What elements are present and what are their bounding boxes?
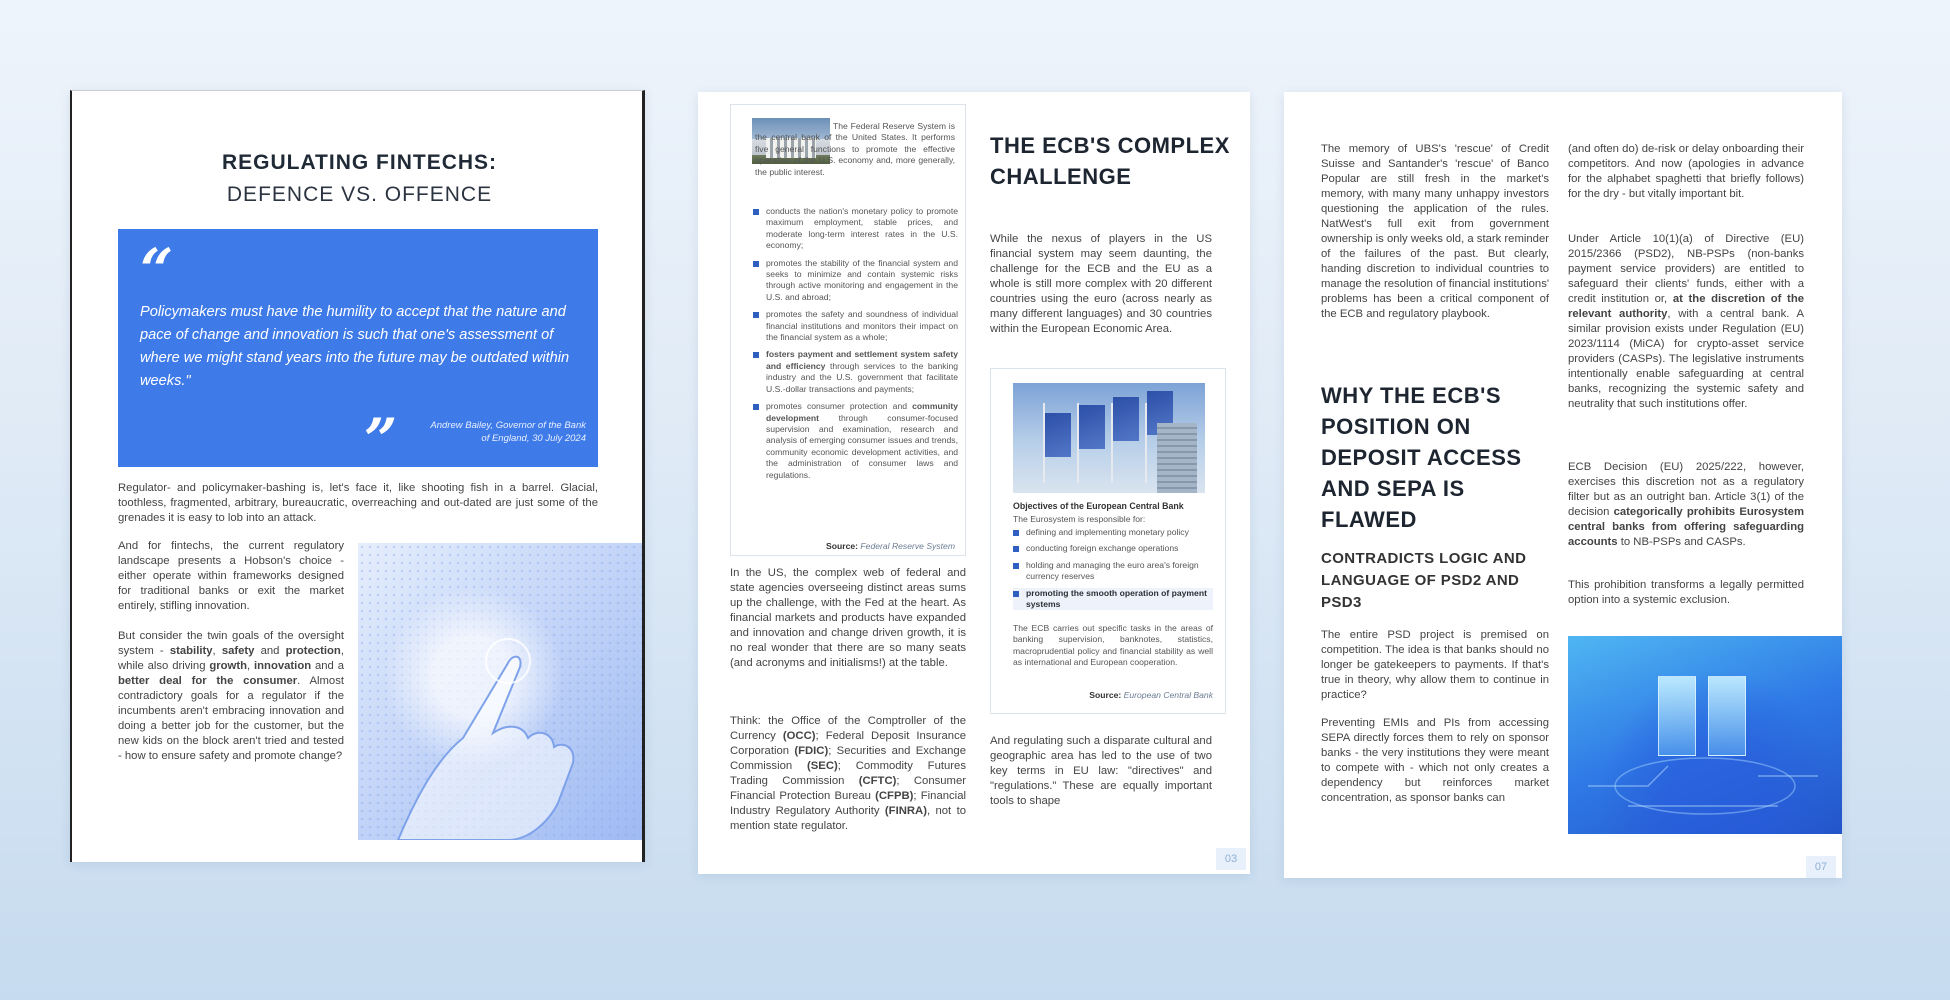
bold-text: community development	[766, 401, 958, 423]
list-item	[753, 401, 958, 481]
list-item-highlighted: promoting the smooth operation of payment systems	[1013, 588, 1213, 611]
text-run: , not to mention state regulator.	[730, 805, 966, 832]
text-run: and	[254, 645, 286, 657]
bold-text: (CFPB)	[875, 790, 914, 802]
sidebar-intro: The Federal Reserve System is the central bank of the United States. It performs five general functions to promote the effective operation of the U.S. economy and, more generally, the public interest.	[755, 121, 955, 177]
body-paragraph	[118, 629, 344, 764]
bold-text: (FINRA)	[884, 805, 927, 817]
text-run: ; Consumer Financial Protection Bureau	[730, 775, 966, 802]
text-run: Think: the Office of the Comptroller of the Currency	[730, 715, 966, 742]
ecb-box-note: The ECB carries out specific tasks in the areas of banking supervision, banknotes, statistics, macroprudential policy and financial stability as well as international and European cooperation.	[1013, 623, 1213, 668]
bold-text: better deal for the consumer	[118, 675, 298, 687]
close-quote-icon: ”	[364, 406, 398, 474]
page-number: 07	[1806, 856, 1836, 878]
page-subtitle: DEFENCE VS. OFFENCE	[226, 183, 493, 206]
ecb-objectives-box	[990, 368, 1226, 714]
text-run: through services to the banking industry and the U.S. government that facilitate U.S.-dollar transactions and payments;	[766, 360, 959, 394]
source-name: European Central Bank	[1123, 690, 1213, 700]
body-paragraph: In the US, the complex web of federal and state agencies overseeing distinct areas sums up the challenge, with the Fed at the heart. As financial markets and products have expanded and innovation and change driven growth, it is no real wonder that there are so many seats (and acronyms and initialisms!) at the table.	[730, 567, 966, 669]
bold-text: (OCC)	[782, 730, 816, 742]
bold-text: protection	[285, 645, 341, 657]
intro-paragraph: Regulator- and policymaker-bashing is, let's face it, like shooting fish in a barrel. Glacial, toothless, fragmented, arbitrary, bureaucratic, overreaching and out-dated are just some of the grenades it is easy to lob into an attack.	[118, 482, 598, 524]
text-run: promotes the stability of the financial system and seeks to minimize and contain systemic risks through active monitoring and engagement in the U.S. and abroad;	[766, 257, 958, 302]
hand-illustration-icon	[358, 543, 645, 840]
text-run: ; Securities and Exchange Commission	[730, 745, 966, 772]
page-deposit-access	[1284, 92, 1842, 878]
body-paragraph: And for fintechs, the current regulatory landscape presents a Hobson's choice - either operate within frameworks designed for traditional banks or exit the market entirely, stifling innovation.	[118, 540, 344, 612]
page-regulating-fintechs	[70, 90, 645, 862]
page-ecb-challenge	[698, 92, 1250, 874]
ecb-box-source	[1013, 690, 1213, 700]
text-run: and a	[311, 660, 344, 672]
ecb-objectives-list	[1013, 527, 1213, 615]
pull-quote-text: Policymakers must have the humility to accept that the nature and pace of change and innovation is such that one's assessment of where we might stand years into the future may be outdated within weeks."	[140, 304, 570, 389]
hand-touch-illustration	[358, 543, 645, 840]
fed-functions-list	[753, 206, 958, 487]
text-run: ,	[212, 645, 222, 657]
section-subheading: CONTRADICTS LOGIC AND LANGUAGE OF PSD2 AND PSD3	[1321, 550, 1527, 611]
body-paragraph	[1568, 232, 1804, 412]
text-run: . Almost contradictory goals for a regulator if the incumbents aren't embracing innovation and doing a better job for the customer, but the new kids on the block aren't tried and tested - how to ensure safety and promote change?	[118, 675, 344, 762]
body-paragraph: Preventing EMIs and PIs from accessing SEPA directly forces them to rely on sponsor banks - the very institutions they were meant to compete with - which not only creates a dependency but reinforces market concentration, as sponsor banks can	[1321, 717, 1549, 804]
list-item: holding and managing the euro area's foreign currency reserves	[1013, 560, 1213, 583]
text-run: conducts the nation's monetary policy to promote maximum employment, stable prices, and moderate long-term interest rates in the U.S. economy;	[766, 206, 958, 251]
text-run: ,	[247, 660, 255, 672]
body-paragraph	[1568, 460, 1804, 550]
text-run: through consumer-focused supervision and examination, research and analysis of emerging consumer issues and trends, community economic development activities, and the administration of consumer laws and regulations.	[766, 412, 958, 480]
body-paragraph: The memory of UBS's 'rescue' of Credit Suisse and Santander's 'rescue' of Banco Popular are still fresh in the market's memory, with many many unhappy investors questioning the application of the rules. NatWest's full exit from government ownership is only weeks old, a stark reminder of the failures of the past. But clearly, handing discretion to individual countries to manage the resolution of financial institutions' problems has been a critical component of the ECB and regulatory playbook.	[1321, 143, 1549, 320]
bold-text: (SEC)	[806, 760, 838, 772]
source-label: Source:	[826, 541, 859, 551]
fed-sidebar-box	[730, 104, 966, 556]
list-item	[753, 349, 958, 395]
bold-text: safety	[221, 645, 255, 657]
text-run: ; Federal Deposit Insurance Corporation	[730, 730, 966, 757]
bold-text: at the discretion of the relevant authority	[1568, 293, 1804, 320]
list-item	[753, 309, 958, 343]
sidebar-source	[755, 541, 955, 551]
bold-text: innovation	[254, 660, 312, 672]
bold-text: stability	[169, 645, 213, 657]
page-title: REGULATING FINTECHS:	[221, 151, 498, 174]
text-run: promotes consumer protection and	[766, 401, 913, 412]
text-run: , with a central bank. A similar provision exists under Regulation (EU) 2023/1114 (MiCA) for crypto-asset service providers (CASPs). The legislative instruments intentionally enable safeguarding at central banks, recognizing the systemic safety and neutrality that such institutions offer.	[1568, 308, 1804, 410]
circuit-lines-icon	[1568, 636, 1842, 834]
body-paragraph: While the nexus of players in the US financial system may seem daunting, the challenge for the ECB and the EU as a whole is still more complex with 20 different countries using the euro (across nearly as many different languages) and 30 countries within the European Economic Area.	[990, 233, 1212, 335]
bold-text: fosters payment and settlement system safety and efficiency	[766, 349, 958, 371]
text-run: Under Article 10(1)(a) of Directive (EU) 2015/2366 (PSD2), NB-PSPs (non-banks payment service providers) are entitled to safeguard their clients' funds, either with a credit institution or,	[1568, 233, 1804, 305]
ecb-box-lead: The Eurosystem is responsible for:	[1013, 514, 1146, 524]
ecb-box-caption: Objectives of the European Central Bank	[1013, 501, 1184, 511]
text-run: ECB Decision (EU) 2025/222, however, exercises this discretion not as a regulatory filter but as an outright ban. Article 3(1) of the decision	[1568, 461, 1804, 518]
text-run: ; Commodity Futures Trading Commission	[730, 760, 966, 787]
open-quote-icon: “	[140, 236, 174, 304]
body-paragraph: This prohibition transforms a legally permitted option into a systemic exclusion.	[1568, 579, 1804, 606]
body-paragraph	[730, 714, 966, 834]
bold-text: (FDIC)	[794, 745, 829, 757]
body-paragraph: (and often do) de-risk or delay onboarding their competitors. And now (apologies in advance for the alphabet spaghetti that briefly follows) for the dry - but vitally important bit.	[1568, 143, 1804, 200]
text-run: promotes the safety and soundness of individual financial institutions and monitors their impact on the financial system as a whole;	[766, 309, 958, 343]
text-run: to NB-PSPs and CASPs.	[1617, 536, 1746, 548]
body-paragraph: The entire PSD project is premised on competition. The idea is that banks should no longer be gatekeepers to payments. If that's true in theory, why allow them to continue in practice?	[1321, 629, 1549, 701]
section-heading: WHY THE ECB'S POSITION ON DEPOSIT ACCESS AND SEPA IS FLAWED	[1321, 383, 1522, 532]
list-item	[753, 206, 958, 252]
bold-text: categorically prohibits Eurosystem central banks from offering safeguarding accounts	[1568, 506, 1804, 548]
page-number: 03	[1216, 848, 1246, 870]
list-item: defining and implementing monetary policy	[1013, 527, 1213, 538]
quote-attribution: Andrew Bailey, Governor of the Bank of England, 30 July 2024	[430, 420, 586, 444]
bold-text: growth	[209, 660, 247, 672]
bold-text: (CFTC)	[858, 775, 897, 787]
text-run: But consider the twin goals of the oversight system -	[118, 630, 344, 657]
pull-quote-box	[118, 229, 598, 474]
data-server-illustration	[1568, 636, 1842, 834]
list-item: conducting foreign exchange operations	[1013, 543, 1213, 554]
eu-flags-photo	[1013, 383, 1205, 493]
text-run: , while also driving	[118, 645, 344, 672]
source-label: Source:	[1089, 690, 1122, 700]
source-name: Federal Reserve System	[860, 541, 955, 551]
text-run: ; Financial Industry Regulatory Authority	[730, 790, 966, 817]
section-heading: THE ECB'S COMPLEX CHALLENGE	[990, 133, 1230, 189]
list-item	[753, 258, 958, 304]
body-paragraph: And regulating such a disparate cultural and geographic area has led to the use of two key terms in EU law: "directives" and "regulations." These are equally important tools to shape	[990, 735, 1212, 807]
